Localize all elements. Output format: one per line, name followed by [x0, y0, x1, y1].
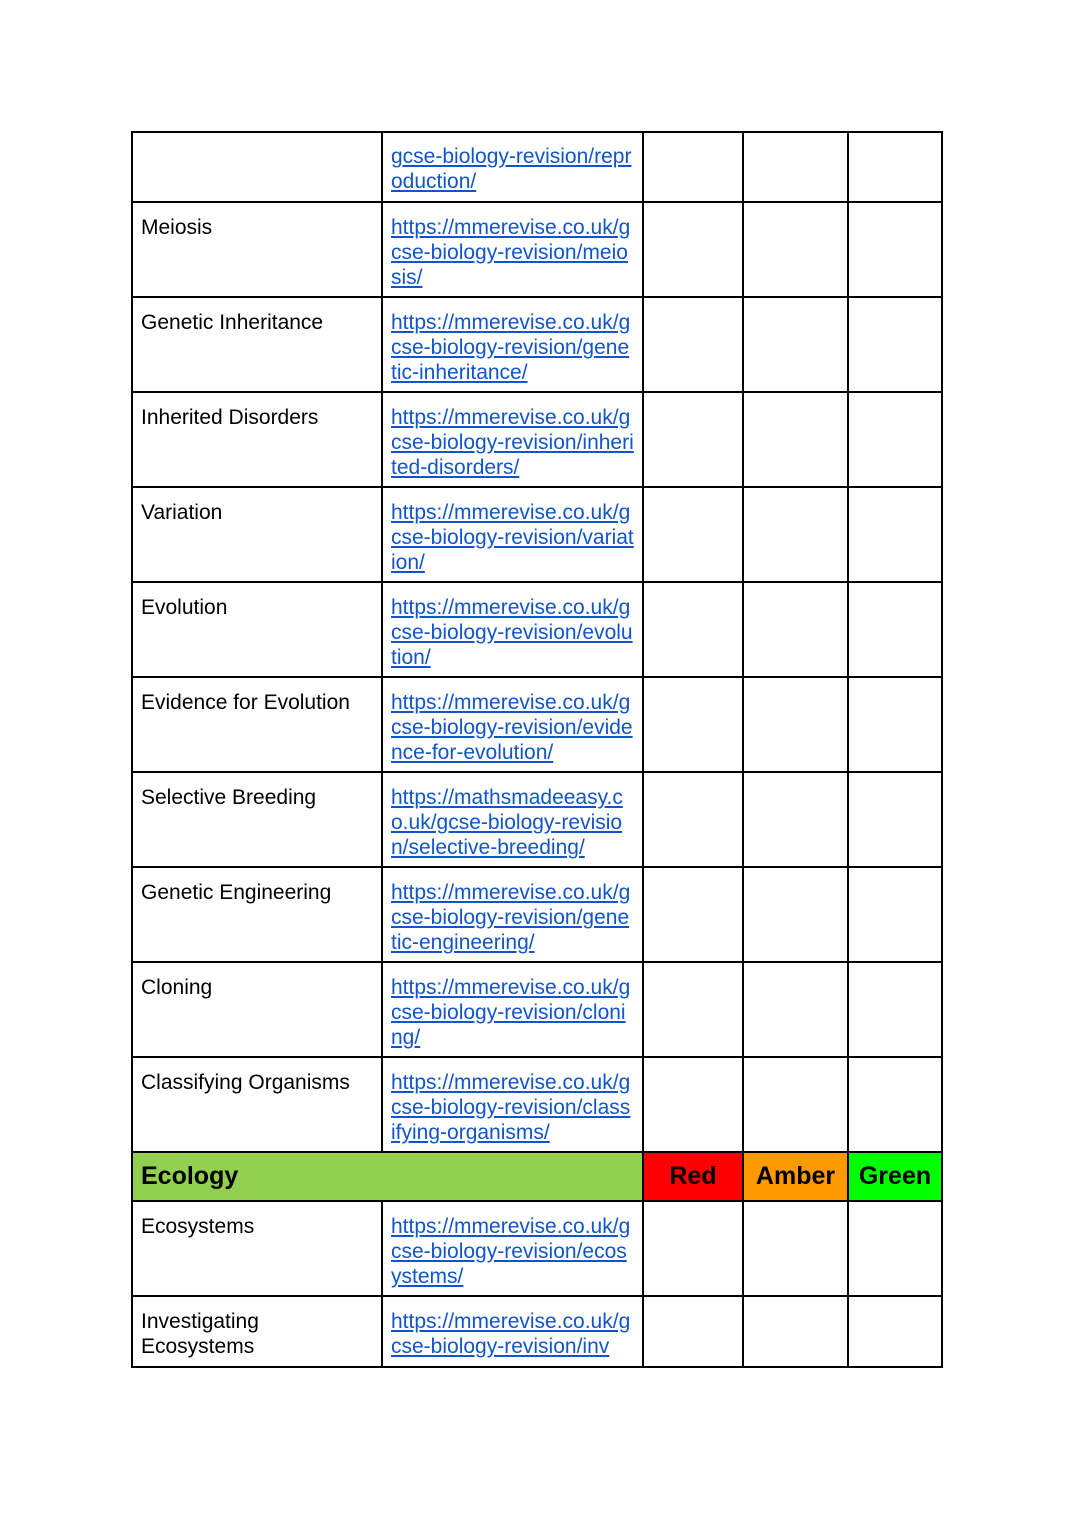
- resource-link[interactable]: https://mmerevise.co.uk/gcse-biology-revision/meiosis/: [391, 216, 631, 289]
- link-cell: [382, 1201, 643, 1296]
- amber-rating-cell[interactable]: [743, 962, 848, 1057]
- topic-cell: Genetic Engineering: [132, 867, 382, 962]
- table-row: [132, 867, 942, 962]
- green-rating-cell[interactable]: [848, 132, 942, 202]
- resource-link[interactable]: https://mmerevise.co.uk/gcse-biology-revision/genetic-engineering/: [391, 881, 631, 954]
- red-rating-cell[interactable]: [643, 1201, 743, 1296]
- green-rating-cell[interactable]: [848, 962, 942, 1057]
- red-header: Red: [643, 1152, 743, 1201]
- topic-cell: Investigating Ecosystems: [132, 1296, 382, 1367]
- revision-checklist-table: [131, 131, 943, 1368]
- amber-rating-cell[interactable]: [743, 297, 848, 392]
- link-cell: [382, 487, 643, 582]
- table-row: [132, 1201, 942, 1296]
- green-rating-cell[interactable]: [848, 202, 942, 297]
- table-row: [132, 677, 942, 772]
- topic-cell: Ecosystems: [132, 1201, 382, 1296]
- resource-link[interactable]: https://mmerevise.co.uk/gcse-biology-revision/inv: [391, 1310, 631, 1358]
- topic-cell: Variation: [132, 487, 382, 582]
- amber-rating-cell[interactable]: [743, 392, 848, 487]
- red-rating-cell[interactable]: [643, 1057, 743, 1152]
- table-body: [132, 132, 942, 1367]
- table-row: [132, 962, 942, 1057]
- green-rating-cell[interactable]: [848, 582, 942, 677]
- link-cell: [382, 582, 643, 677]
- resource-link[interactable]: https://mmerevise.co.uk/gcse-biology-revision/classifying-organisms/: [391, 1071, 631, 1144]
- table-row: [132, 1057, 942, 1152]
- topic-cell: Cloning: [132, 962, 382, 1057]
- amber-rating-cell[interactable]: [743, 772, 848, 867]
- section-title: Ecology: [132, 1152, 643, 1201]
- resource-link[interactable]: gcse-biology-revision/reproduction/: [391, 145, 632, 193]
- green-rating-cell[interactable]: [848, 867, 942, 962]
- resource-link[interactable]: https://mmerevise.co.uk/gcse-biology-revision/cloning/: [391, 976, 631, 1049]
- topic-cell: Genetic Inheritance: [132, 297, 382, 392]
- link-cell: [382, 962, 643, 1057]
- green-rating-cell[interactable]: [848, 297, 942, 392]
- amber-rating-cell[interactable]: [743, 1296, 848, 1367]
- resource-link[interactable]: https://mmerevise.co.uk/gcse-biology-revision/evidence-for-evolution/: [391, 691, 633, 764]
- table-row: [132, 582, 942, 677]
- green-rating-cell[interactable]: [848, 772, 942, 867]
- topic-cell: Evolution: [132, 582, 382, 677]
- green-rating-cell[interactable]: [848, 487, 942, 582]
- link-cell: [382, 867, 643, 962]
- table-row: [132, 297, 942, 392]
- resource-link[interactable]: https://mmerevise.co.uk/gcse-biology-revision/inherited-disorders/: [391, 406, 634, 479]
- amber-rating-cell[interactable]: [743, 1201, 848, 1296]
- link-cell: [382, 132, 643, 202]
- section-header-row: [132, 1152, 942, 1201]
- table-row: [132, 1296, 942, 1367]
- amber-rating-cell[interactable]: [743, 1057, 848, 1152]
- red-rating-cell[interactable]: [643, 677, 743, 772]
- amber-rating-cell[interactable]: [743, 677, 848, 772]
- table-row: [132, 487, 942, 582]
- table-row: [132, 772, 942, 867]
- red-rating-cell[interactable]: [643, 867, 743, 962]
- red-rating-cell[interactable]: [643, 132, 743, 202]
- red-rating-cell[interactable]: [643, 297, 743, 392]
- amber-rating-cell[interactable]: [743, 132, 848, 202]
- resource-link[interactable]: https://mmerevise.co.uk/gcse-biology-revision/variation/: [391, 501, 634, 574]
- green-rating-cell[interactable]: [848, 677, 942, 772]
- link-cell: [382, 677, 643, 772]
- resource-link[interactable]: https://mmerevise.co.uk/gcse-biology-revision/ecosystems/: [391, 1215, 631, 1288]
- table-row: [132, 392, 942, 487]
- red-rating-cell[interactable]: [643, 202, 743, 297]
- topic-cell: Evidence for Evolution: [132, 677, 382, 772]
- link-cell: [382, 772, 643, 867]
- green-rating-cell[interactable]: [848, 1057, 942, 1152]
- link-cell: [382, 392, 643, 487]
- table-row: [132, 132, 942, 202]
- red-rating-cell[interactable]: [643, 772, 743, 867]
- amber-rating-cell[interactable]: [743, 202, 848, 297]
- link-cell: [382, 297, 643, 392]
- red-rating-cell[interactable]: [643, 962, 743, 1057]
- amber-rating-cell[interactable]: [743, 582, 848, 677]
- red-rating-cell[interactable]: [643, 487, 743, 582]
- green-rating-cell[interactable]: [848, 392, 942, 487]
- red-rating-cell[interactable]: [643, 392, 743, 487]
- link-cell: [382, 1296, 643, 1367]
- green-header: Green: [848, 1152, 942, 1201]
- resource-link[interactable]: https://mmerevise.co.uk/gcse-biology-revision/evolution/: [391, 596, 633, 669]
- topic-cell: Selective Breeding: [132, 772, 382, 867]
- link-cell: [382, 1057, 643, 1152]
- amber-rating-cell[interactable]: [743, 487, 848, 582]
- resource-link[interactable]: https://mmerevise.co.uk/gcse-biology-revision/genetic-inheritance/: [391, 311, 631, 384]
- amber-header: Amber: [743, 1152, 848, 1201]
- amber-rating-cell[interactable]: [743, 867, 848, 962]
- topic-cell: Inherited Disorders: [132, 392, 382, 487]
- topic-cell: [132, 132, 382, 202]
- red-rating-cell[interactable]: [643, 582, 743, 677]
- table-row: [132, 202, 942, 297]
- topic-cell: Meiosis: [132, 202, 382, 297]
- link-cell: [382, 202, 643, 297]
- green-rating-cell[interactable]: [848, 1296, 942, 1367]
- green-rating-cell[interactable]: [848, 1201, 942, 1296]
- resource-link[interactable]: https://mathsmadeeasy.co.uk/gcse-biology-revision/selective-breeding/: [391, 786, 623, 859]
- topic-cell: Classifying Organisms: [132, 1057, 382, 1152]
- red-rating-cell[interactable]: [643, 1296, 743, 1367]
